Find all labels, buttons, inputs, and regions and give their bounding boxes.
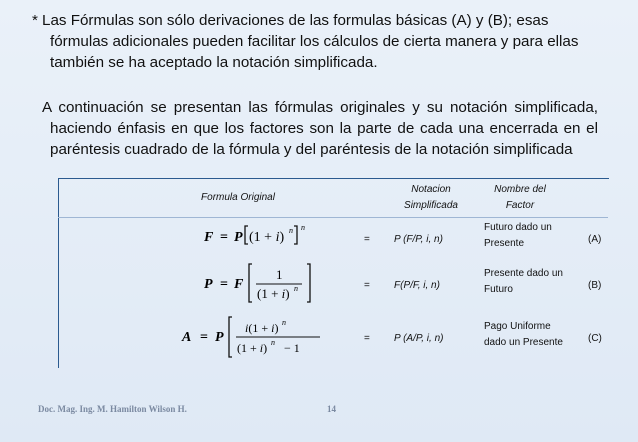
header-formula: Formula Original xyxy=(201,192,275,203)
svg-text:P: P xyxy=(204,277,213,292)
table-row xyxy=(58,262,608,312)
svg-text:n: n xyxy=(271,338,275,347)
equals-sign: = xyxy=(364,280,370,291)
presentation-text: A continuación se presentan las fórmulas originales y su notación simplificada, haciendo énfasis en que los factores son la parte de cada una encerrada en el paréntesis cuadrado de la fórmula y del paréntesis de la notación simplificada xyxy=(42,99,598,158)
svg-text:n: n xyxy=(294,284,298,293)
footer-author: Doc. Mag. Ing. M. Hamilton Wilson H. xyxy=(38,404,187,414)
tag-b: (B) xyxy=(588,280,602,291)
bullet-icon: * xyxy=(32,12,38,29)
page-number: 14 xyxy=(327,404,336,414)
table-row xyxy=(58,313,608,363)
svg-text:A: A xyxy=(182,330,192,345)
notation-c: P (A/P, i, n) xyxy=(394,333,444,344)
factor-name-a: Futuro dado un Presente xyxy=(484,222,552,249)
factor-name-c: Pago Uniforme dado un Presente xyxy=(484,321,563,348)
intro-text: Las Fórmulas son sólo derivaciones de las formulas básicas (A) y (B); esas fórmulas adicionales pueden facilitar los cálculos de cierta manera y para ellas también se ha aceptado la notación simplificada. xyxy=(42,12,579,71)
svg-text:− 1: − 1 xyxy=(284,341,300,355)
equals-sign: = xyxy=(364,333,370,344)
header-notation-1: Notacion xyxy=(411,184,451,195)
svg-text:=: = xyxy=(220,277,228,292)
svg-text:n: n xyxy=(282,318,286,327)
svg-text:n: n xyxy=(289,226,293,235)
formula-c xyxy=(124,313,324,363)
svg-text:(1 + i): (1 + i) xyxy=(237,341,268,355)
svg-text:F: F xyxy=(234,277,244,292)
tag-c: (C) xyxy=(588,333,602,344)
presentation-paragraph xyxy=(42,97,598,160)
intro-paragraph xyxy=(32,10,598,73)
header-factor-2: Factor xyxy=(505,200,535,211)
svg-text:P: P xyxy=(234,230,243,245)
formula-a xyxy=(124,216,324,266)
svg-text:=: = xyxy=(200,330,208,345)
factor-name-b: Presente dado un Futuro xyxy=(484,268,563,295)
notation-a: P (F/P, i, n) xyxy=(394,234,443,245)
svg-text:1: 1 xyxy=(276,267,283,282)
svg-text:P: P xyxy=(215,330,224,345)
table-row xyxy=(58,216,608,266)
header-notation-2: Simplificada xyxy=(404,200,458,211)
tag-a: (A) xyxy=(588,234,602,245)
header-factor-1: Nombre del xyxy=(494,184,546,195)
formula-b xyxy=(124,262,324,312)
svg-text:=: = xyxy=(220,230,228,245)
svg-text:i(1 + i): i(1 + i) xyxy=(245,321,279,335)
svg-text:(1 + i): (1 + i) xyxy=(249,230,285,245)
svg-text:n: n xyxy=(301,223,305,232)
notation-b: F(P/F, i, n) xyxy=(394,280,440,291)
svg-text:F: F xyxy=(204,230,214,245)
svg-text:(1 + i): (1 + i) xyxy=(257,286,290,301)
equals-sign: = xyxy=(364,234,370,245)
